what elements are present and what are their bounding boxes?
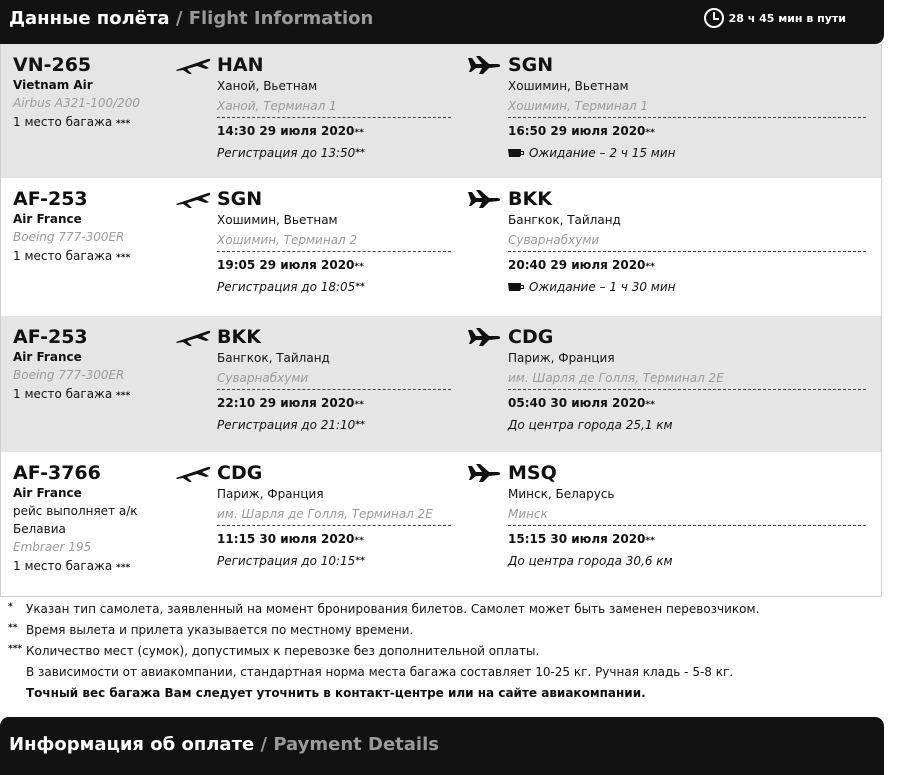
arrival-airport-code: CDG: [508, 326, 554, 348]
arrival-time: 20:40 29 июля 2020**: [508, 258, 655, 272]
flight-segment: [1, 316, 881, 452]
footnote: ** Время вылета и прилета указывается по местному времени.: [8, 623, 414, 637]
departure-time: 22:10 29 июля 2020**: [217, 396, 364, 410]
plane-departure-icon: [175, 463, 211, 483]
arrival-airport-code: BKK: [508, 188, 552, 210]
arrival-terminal: Хошимин, Терминал 1: [508, 99, 649, 113]
arrival: [466, 462, 866, 571]
layover-wait: Ожидание – 2 ч 15 мин: [466, 143, 866, 163]
departure-airport-code: CDG: [217, 462, 263, 484]
plane-departure-icon: [175, 189, 211, 209]
flight-number: AF-253: [13, 326, 88, 348]
baggage-allowance: 1 место багажа ***: [13, 115, 131, 129]
flight-details: [13, 462, 173, 578]
divider: [508, 251, 866, 252]
plane-departure-icon: [175, 55, 211, 75]
airline-name: Air France: [13, 486, 82, 500]
flight-info-subtitle: Flight Information: [188, 8, 374, 29]
payment-subtitle: Payment Details: [273, 734, 439, 755]
checkin-deadline: Регистрация до 21:10 **: [217, 418, 365, 432]
flight-segment: [1, 452, 881, 596]
departure: [175, 54, 451, 163]
aircraft-type: Embraer 195: [13, 540, 92, 554]
arrival: [466, 54, 866, 163]
flight-details: [13, 54, 173, 134]
departure-terminal: Ханой, Терминал 1: [217, 99, 337, 113]
arrival-terminal: Минск: [508, 507, 548, 521]
flight-number: VN-265: [13, 54, 92, 76]
arrival: [466, 188, 866, 297]
departure: [175, 188, 451, 297]
flight-details: [13, 188, 173, 268]
departure-city: Ханой, Вьетнам: [217, 79, 318, 93]
arrival-time: 16:50 29 июля 2020**: [508, 124, 655, 138]
arrival-airport-code: MSQ: [508, 462, 557, 484]
flight-segments: [0, 44, 882, 597]
aircraft-type: Airbus A321-100/200: [13, 96, 141, 110]
arrival-terminal: Суварнабхуми: [508, 233, 600, 247]
arrival-city: Париж, Франция: [508, 351, 615, 365]
clock-icon: [704, 8, 724, 28]
arrival-city: Хошимин, Вьетнам: [508, 79, 629, 93]
checkin-deadline: Регистрация до 18:05 **: [217, 280, 365, 294]
payment-title: Информация об оплате / Payment Details: [9, 734, 439, 755]
divider: [508, 525, 866, 526]
arrival: [466, 326, 866, 435]
total-duration: 28 ч 45 мин в пути: [704, 8, 846, 28]
flight-details: [13, 326, 173, 406]
checkin-deadline: Регистрация до 13:50 **: [217, 146, 365, 160]
footnote: Точный вес багажа Вам следует уточнить в контакт-центре или на сайте авиакомпании.: [26, 686, 646, 700]
aircraft-type: Boeing 777-300ER: [13, 368, 125, 382]
footnote: *** Количество мест (сумок), допустимых к перевозке без дополнительной оплаты.: [8, 644, 540, 658]
departure-city: Хошимин, Вьетнам: [217, 213, 338, 227]
airline-name: Air France: [13, 350, 82, 364]
baggage-allowance: 1 место багажа ***: [13, 249, 131, 263]
divider: [217, 389, 451, 390]
flight-number: AF-3766: [13, 462, 101, 484]
footnote: * Указан тип самолета, заявленный на момент бронирования билетов. Самолет может быть заменен перевозчиком.: [8, 602, 760, 616]
flight-info-header: [0, 0, 884, 44]
aircraft-type: Boeing 777-300ER: [13, 230, 125, 244]
divider: [217, 117, 451, 118]
arrival-city: Бангкок, Тайланд: [508, 213, 621, 227]
plane-arrival-icon: [466, 55, 502, 75]
divider: [508, 389, 866, 390]
payment-header: [0, 717, 884, 775]
departure-time: 11:15 30 июля 2020**: [217, 532, 364, 546]
departure-terminal: им. Шарля де Голля, Терминал 2E: [217, 507, 433, 521]
divider: [508, 117, 866, 118]
departure: [175, 326, 451, 435]
coffee-cup-icon: [508, 283, 525, 292]
footnote: В зависимости от авиакомпании, стандартная норма места багажа составляет 10-25 кг. Ручная кладь - 5-8 кг.: [26, 665, 734, 679]
departure-time: 19:05 29 июля 2020**: [217, 258, 364, 272]
layover-wait: Ожидание – 1 ч 30 мин: [466, 277, 866, 297]
arrival-terminal: им. Шарля де Голля, Терминал 2E: [508, 371, 724, 385]
flight-segment: [1, 178, 881, 316]
checkin-deadline: Регистрация до 10:15 **: [217, 554, 365, 568]
distance-to-city: До центра города 25,1 км: [508, 418, 673, 432]
airline-name: Air France: [13, 212, 82, 226]
departure: [175, 462, 451, 571]
departure-terminal: Хошимин, Терминал 2: [217, 233, 358, 247]
departure-city: Бангкок, Тайланд: [217, 351, 330, 365]
plane-arrival-icon: [466, 189, 502, 209]
arrival-city: Минск, Беларусь: [508, 487, 615, 501]
operated-by: рейс выполняет а/к Белавиа: [13, 504, 138, 536]
divider: [217, 525, 451, 526]
plane-arrival-icon: [466, 327, 502, 347]
plane-arrival-icon: [466, 463, 502, 483]
arrival-airport-code: SGN: [508, 54, 554, 76]
distance-to-city: До центра города 30,6 км: [508, 554, 673, 568]
flight-info-title: Данные полёта / Flight Information: [9, 8, 374, 29]
airline-name: Vietnam Air: [13, 78, 93, 92]
baggage-allowance: 1 место багажа ***: [13, 559, 131, 573]
departure-airport-code: HAN: [217, 54, 264, 76]
arrival-time: 15:15 30 июля 2020**: [508, 532, 655, 546]
departure-airport-code: SGN: [217, 188, 263, 210]
departure-city: Париж, Франция: [217, 487, 324, 501]
coffee-cup-icon: [508, 149, 525, 158]
departure-terminal: Суварнабхуми: [217, 371, 309, 385]
plane-departure-icon: [175, 327, 211, 347]
footnotes: [8, 599, 888, 704]
departure-time: 14:30 29 июля 2020**: [217, 124, 364, 138]
departure-airport-code: BKK: [217, 326, 261, 348]
baggage-allowance: 1 место багажа ***: [13, 387, 131, 401]
flight-segment: [1, 44, 881, 178]
flight-number: AF-253: [13, 188, 88, 210]
divider: [217, 251, 451, 252]
arrival-time: 05:40 30 июля 2020**: [508, 396, 655, 410]
